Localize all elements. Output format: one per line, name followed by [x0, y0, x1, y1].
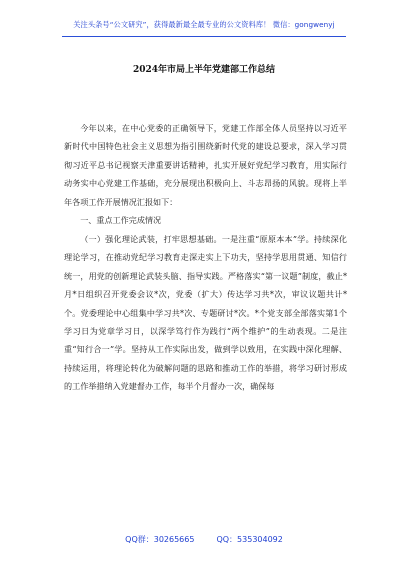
document-body: [64, 119, 347, 396]
footer-qq: QQ：535304092: [216, 535, 283, 544]
intro-paragraph: 今年以来，在中心党委的正确领导下，党建工作部全体人员坚持以习近平新时代中国特色社会主义思想为指引围绕新时代党的建设总要求，深入学习贯彻习近平总书记视察天津重要讲话精神，扎实开展好党纪学习教育，用实际行动务实中心党建工作基础，充分展现出积极向上、斗志昂扬的风貌。现将上半年各项工作开展情况汇报如下：: [64, 123, 347, 207]
footer-qq-group: QQ群：30265665: [125, 535, 195, 544]
section-heading: 一、重点工作完成情况: [80, 215, 162, 226]
document-title: 2024年市局上半年党建部工作总结: [132, 65, 276, 75]
footer-contact: [0, 534, 408, 545]
body-paragraph: （一）强化理论武装，打牢思想基础。一是注重“原原本本”学。持续深化理论学习，在推动党纪学习教育走深走实上下功夫，坚持学思用贯通、知信行统一，用党的创新理论武装头脑、指导实践。严格落实“第一议题”制度，截止*月*日组织召开党委会议*次，党委（扩大）传达学习共*次，审议议题共计*个。党委理论中心组集中学习共*次、专题研讨*次。*个党支部全部落实第1个学习日为党章学习日，以深学笃行作为践行“两个维护”的生动表现。二是注重“知行合一”学。坚持从工作实际出发，做到学以致用，在实践中深化理解、持续运用，将理论转化为破解问题的思路和推动工作的举措，将学习研讨形成的工作举措纳入党建督办工作，每半个月督办一次，确保每: [64, 233, 347, 392]
header-promo-note: 关注头条号“公文研究”，获得最新最全最专业的公文资料库！ 微信：gongwenyj: [73, 20, 335, 29]
header-divider: [62, 36, 346, 37]
